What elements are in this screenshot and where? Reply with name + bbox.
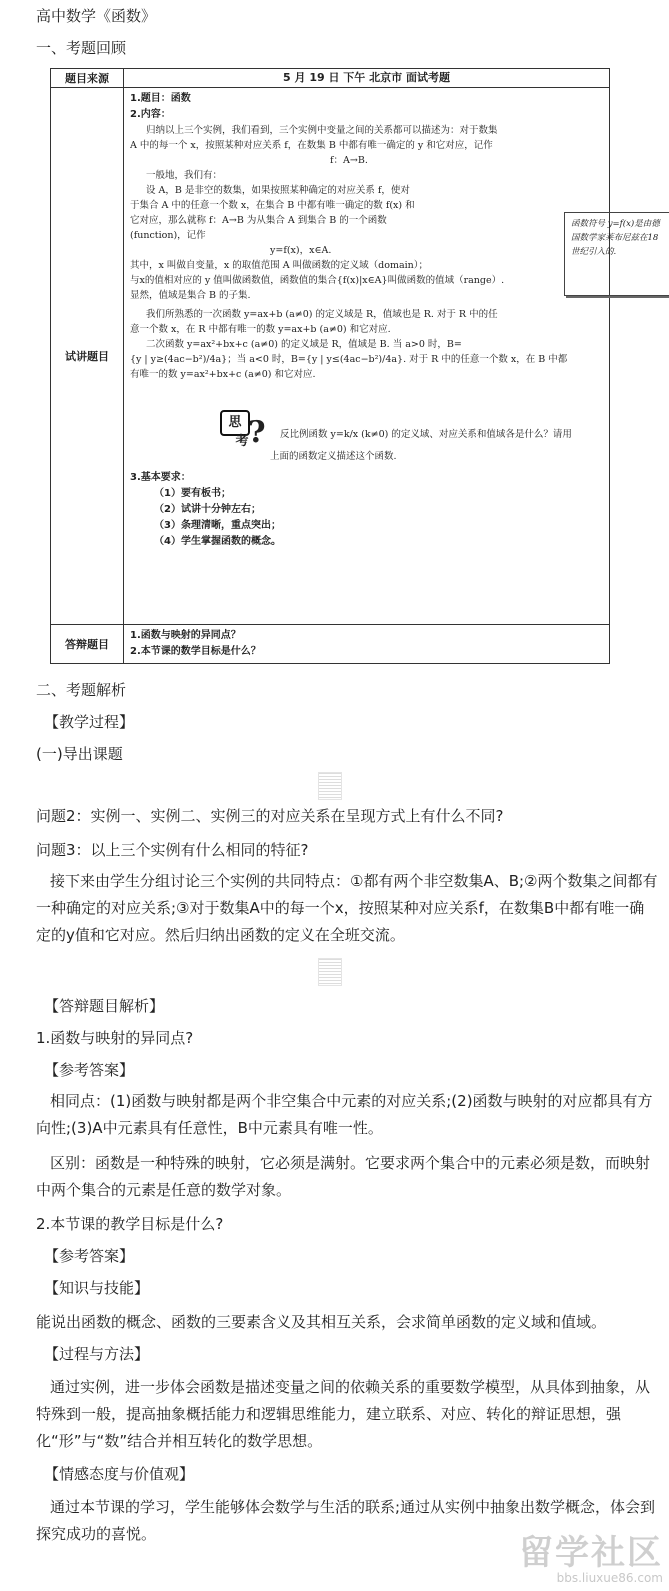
think-glyph-bottom: 考 <box>235 434 249 449</box>
content-line: 于集合 A 中的任意一个数 x，在集合 B 中都有唯一确定的数 f(x) 和 <box>130 200 415 211</box>
think-question-line2: 上面的函数定义描述这个函数. <box>270 451 397 462</box>
content-line: f：A→B. <box>330 155 368 166</box>
section-heading-1: 一、考题回顾 <box>36 39 127 57</box>
watermark-url: bbs.liuxue86.com <box>556 1571 663 1585</box>
content-line: 它对应，那么就称 f：A→B 为从集合 A 到集合 B 的一个函数 <box>130 215 387 226</box>
defense-content <box>124 625 610 664</box>
think-icon <box>220 410 268 458</box>
content-line: 我们所熟悉的一次函数 y=ax+b (a≠0) 的定义域是 R，值域也是 R. 对于 R 中的任 <box>146 309 498 320</box>
lecture-content <box>124 88 660 625</box>
image-thumbnail <box>318 958 342 986</box>
reference-answer-heading: 【参考答案】 <box>44 1247 135 1265</box>
question-3: 问题3：以上三个实例有什么相同的特征? <box>36 841 309 859</box>
content-line: 归纳以上三个实例，我们看到，三个实例中变量之间的关系都可以描述为：对于数集 <box>146 125 498 136</box>
lecture-row <box>51 88 610 625</box>
content-line: 二次函数 y=ax²+bx+c (a≠0) 的定义域是 R，值域是 B. 当 a>0 时，B= <box>146 339 462 350</box>
think-glyph-top: 思 <box>220 410 250 436</box>
source-label: 题目来源 <box>51 69 124 88</box>
difference-paragraph: 区别：函数是一种特殊的映射，它必须是满射。它要求两个集合中的元素必须是数，而映射中两个集合的元素是任意的数学对象。 <box>36 1154 651 1199</box>
watermark-logo <box>519 1535 663 1585</box>
defense-item: 1.函数与映射的异同点？ <box>130 630 241 641</box>
intro-heading: (一)导出课题 <box>36 745 123 763</box>
content-line: 一般地，我们有： <box>146 170 223 181</box>
content-line: 显然，值域是集合 B 的子集. <box>130 290 251 301</box>
defense-analysis-heading: 【答辩题目解析】 <box>44 997 165 1015</box>
content-line: y=f(x)，x∈A. <box>270 245 332 256</box>
process-heading: 【过程与方法】 <box>44 1345 150 1363</box>
source-value: 5 月 19 日 下午 北京市 面试考题 <box>124 69 610 88</box>
emotion-heading: 【情感态度与价值观】 <box>44 1465 195 1483</box>
function-symbol-note: 函数符号 y=f(x)是由德国数学家莱布尼兹在18世纪引入的. <box>564 212 669 296</box>
content-line: 其中，x 叫做自变量，x 的取值范围 A 叫做函数的定义域（domain）； <box>130 260 429 271</box>
watermark-text: 留学社区 <box>519 1533 663 1573</box>
content-line: 设 A，B 是非空的数集，如果按照某种确定的对应关系 f，使对 <box>146 185 410 196</box>
question-2: 问题2：实例一、实例二、实例三的对应关系在呈现方式上有什么不同? <box>36 807 504 825</box>
requirement-item: （4）学生掌握函数的概念。 <box>154 536 281 547</box>
defense-question-1: 1.函数与映射的异同点? <box>36 1029 194 1047</box>
defense-row <box>51 625 610 664</box>
defense-question-2: 2.本节课的教学目标是什么? <box>36 1215 224 1233</box>
section-heading-2: 二、考题解析 <box>36 681 127 699</box>
requirements-heading: 3.基本要求： <box>130 472 191 483</box>
image-thumbnail <box>318 772 342 800</box>
think-question-line1: 反比例函数 y=k/x (k≠0) 的定义域、对应关系和值域各是什么？请用 <box>280 429 572 440</box>
requirement-item: （3）条理清晰，重点突出； <box>154 520 281 531</box>
defense-label: 答辩题目 <box>51 625 124 664</box>
content-line: 有唯一的数 y=ax²+bx+c (a≠0) 和它对应. <box>130 369 316 380</box>
reference-answer-heading: 【参考答案】 <box>44 1061 135 1079</box>
exam-table <box>50 68 660 664</box>
requirement-item: （1）要有板书； <box>154 488 231 499</box>
teaching-process-heading: 【教学过程】 <box>44 713 135 731</box>
requirement-item: （2）试讲十分钟左右； <box>154 504 261 515</box>
doc-title: 高中数学《函数》 <box>36 7 157 25</box>
content-heading: 2.内容： <box>130 109 171 120</box>
topic-line: 1.题目：函数 <box>130 93 191 104</box>
knowledge-heading: 【知识与技能】 <box>44 1279 150 1297</box>
content-line: (function)，记作 <box>130 230 206 241</box>
discussion-paragraph: 接下来由学生分组讨论三个实例的共同特点：①都有两个非空数集A、B;②两个数集之间都有一种确定的对应关系;③对于数集A中的每一个x，按照某种对应关系f，在数集B中都有唯一确定的y值和它对应。然后归纳出函数的定义在全班交流。 <box>36 872 658 944</box>
defense-item: 2.本节课的数学目标是什么？ <box>130 646 261 657</box>
table-header-row <box>51 69 610 88</box>
same-points-paragraph: 相同点：(1)函数与映射都是两个非空集合中元素的对应关系;(2)函数与映射的对应都具有方向性;(3)A中元素具有任意性，B中元素具有唯一性。 <box>36 1092 653 1137</box>
process-paragraph: 通过实例，进一步体会函数是描述变量之间的依赖关系的重要数学模型，从具体到抽象，从特殊到一般，提高抽象概括能力和逻辑思维能力，建立联系、对应、转化的辩证思想，强化“形”与“数”结合并相互转化的数学思想。 <box>36 1378 651 1450</box>
content-line: 意一个数 x，在 R 中都有唯一的数 y=ax+b (a≠0) 和它对应. <box>130 324 391 335</box>
knowledge-text: 能说出函数的概念、函数的三要素含义及其相互关系，会求简单函数的定义域和值域。 <box>36 1313 607 1331</box>
content-line: 与x的值相对应的 y 值叫做函数值，函数值的集合{f(x)|x∈A}叫做函数的值域（range）. <box>130 275 505 286</box>
question-mark-icon: ? <box>248 415 266 450</box>
content-line: A 中的每一个 x，按照某种对应关系 f，在数集 B 中都有唯一确定的 y 和它对应，记作 <box>130 140 493 151</box>
emotion-paragraph: 通过本节课的学习，学生能够体会数学与生活的联系;通过从实例中抽象出数学概念，体会到探究成功的喜悦。 <box>36 1498 656 1543</box>
content-line: {y | y≥(4ac−b²)/4a}；当 a<0 时，B={y | y≤(4ac−b²)/4a}. 对于 R 中的任意一个数 x，在 B 中都 <box>130 354 568 365</box>
lecture-label: 试讲题目 <box>51 88 124 625</box>
